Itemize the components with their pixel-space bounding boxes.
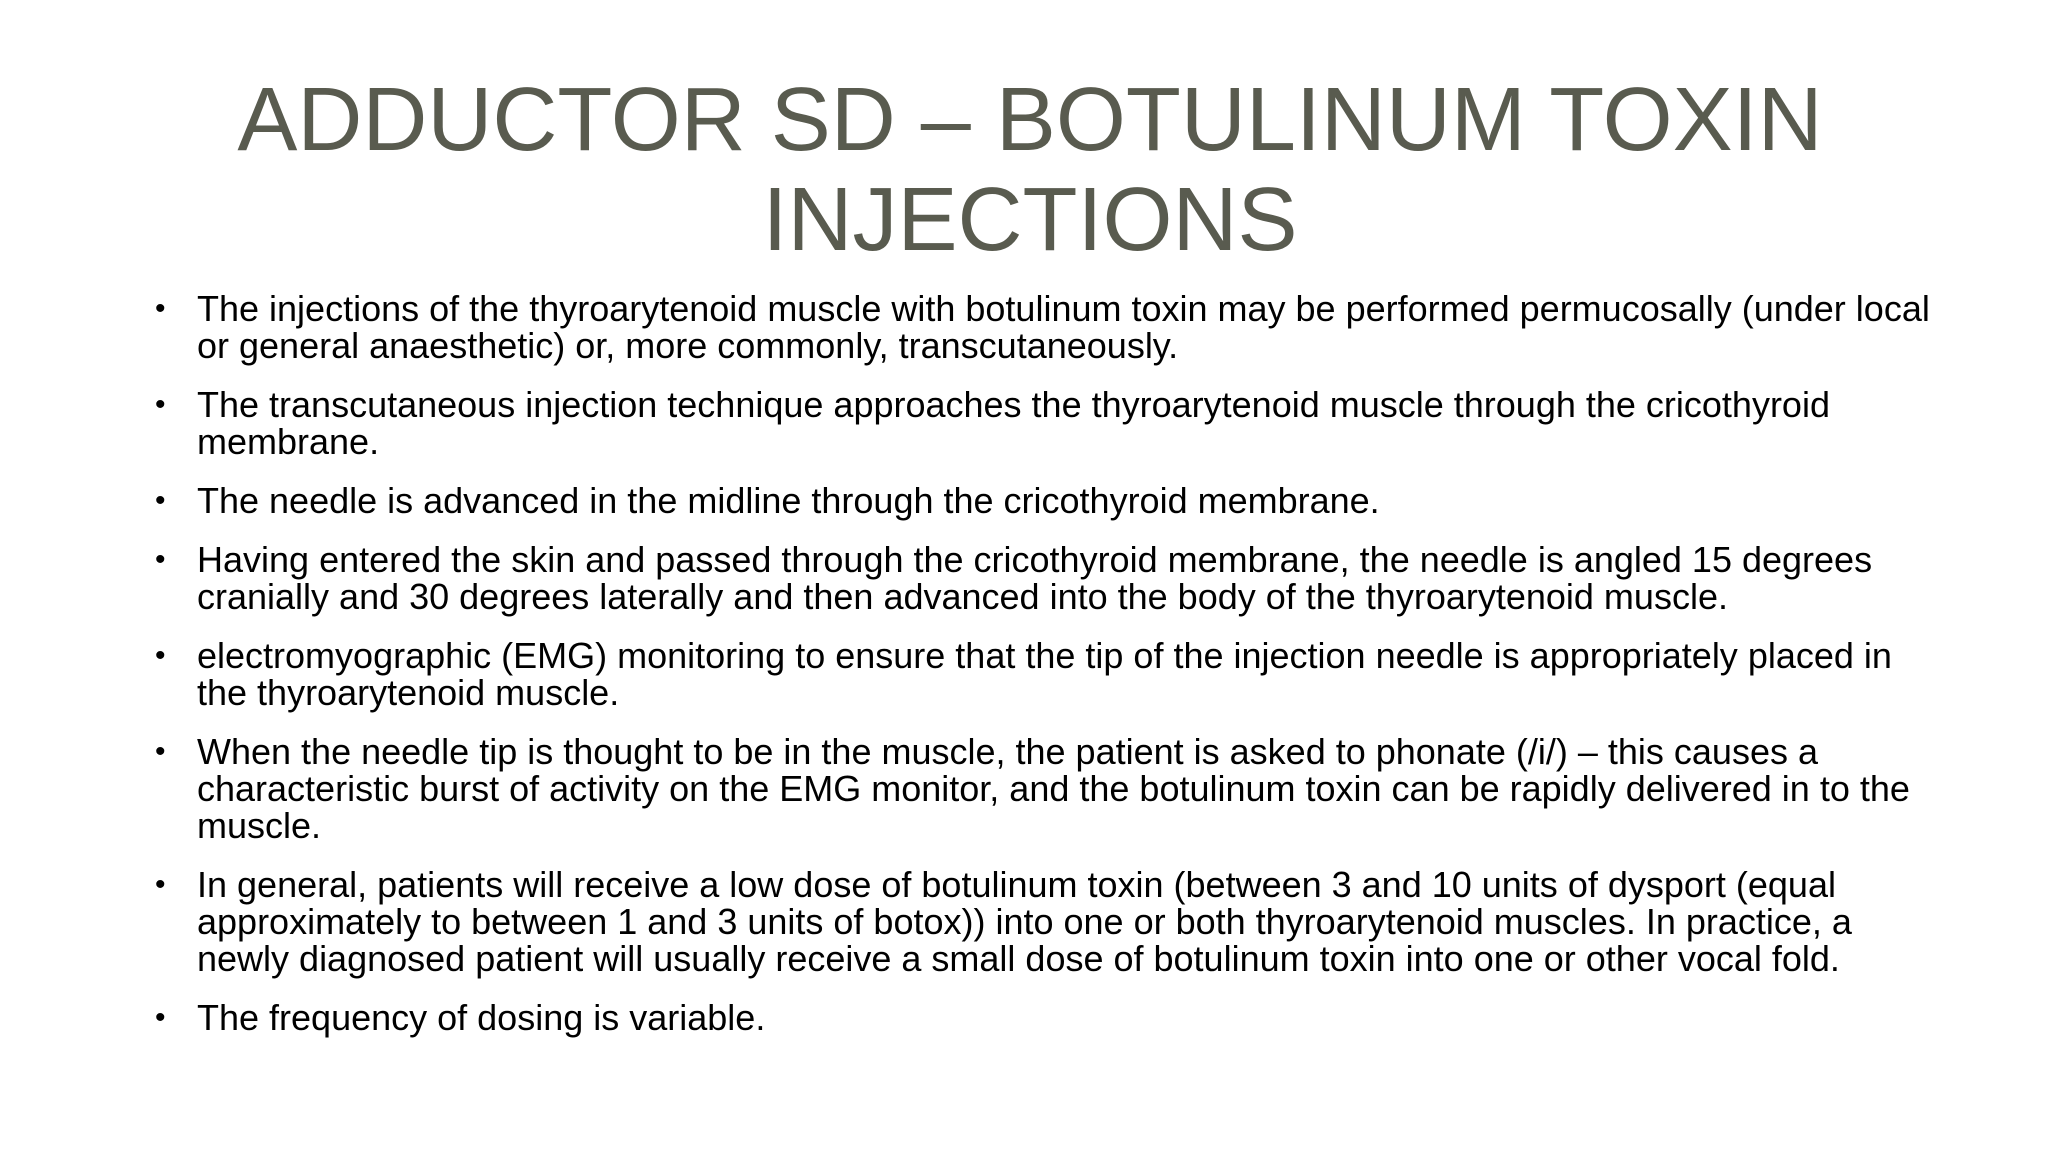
bullet-icon: • — [155, 543, 166, 576]
bullet-icon: • — [155, 292, 166, 325]
bullet-text: The transcutaneous injection technique approaches the thyroarytenoid muscle through the cricothyroid membrane. — [197, 384, 1830, 462]
bullet-list — [155, 290, 1935, 1058]
bullet-item-4 — [155, 541, 1935, 615]
slide-title — [150, 70, 1910, 270]
bullet-item-2 — [155, 386, 1935, 460]
bullet-icon: • — [155, 735, 166, 768]
bullet-icon: • — [155, 1001, 166, 1034]
bullet-icon: • — [155, 639, 166, 672]
bullet-text: When the needle tip is thought to be in the muscle, the patient is asked to phonate (/i/) – this causes a characteristic burst of activity on the EMG monitor, and the botulinum toxin can be rapidly delivered in to the muscle. — [197, 731, 1910, 846]
bullet-item-7 — [155, 866, 1935, 977]
bullet-text: Having entered the skin and passed through the cricothyroid membrane, the needle is angled 15 degrees cranially and 30 degrees laterally and then advanced into the body of the thyroarytenoid muscle. — [197, 539, 1873, 617]
slide-title-line-2: INJECTIONS — [762, 170, 1298, 270]
bullet-item-1 — [155, 290, 1935, 364]
bullet-icon: • — [155, 484, 166, 517]
bullet-text: In general, patients will receive a low dose of botulinum toxin (between 3 and 10 units of dysport (equal approximately to between 1 and 3 units of botox)) into one or both thyroarytenoid muscles. In practice, a newly diagnosed patient will usually receive a small dose of botulinum toxin into one or other vocal fold. — [197, 864, 1852, 979]
bullet-icon: • — [155, 868, 166, 901]
bullet-text: The needle is advanced in the midline through the cricothyroid membrane. — [197, 480, 1380, 521]
bullet-text: electromyographic (EMG) monitoring to ensure that the tip of the injection needle is appropriately placed in the thyroarytenoid muscle. — [197, 635, 1892, 713]
bullet-item-6 — [155, 733, 1935, 844]
bullet-item-8 — [155, 999, 1935, 1036]
bullet-text: The frequency of dosing is variable. — [197, 997, 766, 1038]
slide-title-line-1: ADDUCTOR SD – BOTULINUM TOXIN — [237, 70, 1823, 170]
bullet-text: The injections of the thyroarytenoid muscle with botulinum toxin may be performed permucosally (under local or general anaesthetic) or, more commonly, transcutaneously. — [197, 288, 1930, 366]
bullet-icon: • — [155, 388, 166, 421]
bullet-item-5 — [155, 637, 1935, 711]
bullet-item-3 — [155, 482, 1935, 519]
